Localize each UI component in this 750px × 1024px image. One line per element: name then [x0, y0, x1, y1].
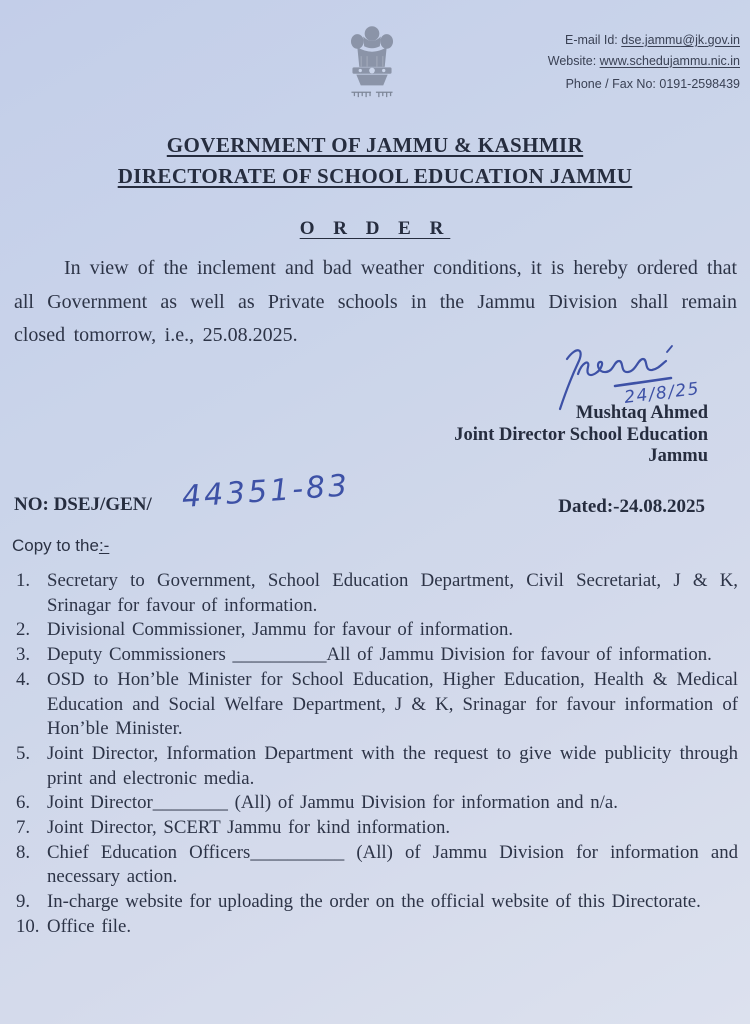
- letterhead-title: [0, 130, 750, 192]
- item-text: Joint Director, Information Department with the request to give wide publicity through print and electronic media.: [47, 742, 738, 789]
- copy-to-colon: :-: [98, 536, 110, 555]
- list-item: [16, 791, 738, 816]
- copy-to-label: Copy to the:-: [12, 536, 110, 555]
- government-title: GOVERNMENT OF JAMMU & KASHMIR: [166, 133, 584, 157]
- item-text: OSD to Hon’ble Minister for School Education, Higher Education, Health & Medical Education and Social Welfare Department, J & K, Srinagar for favour information of Hon’ble Minister.: [47, 668, 738, 740]
- list-item: [16, 915, 738, 940]
- email-line: [548, 30, 740, 51]
- item-number: 3.: [16, 644, 31, 666]
- website-label: Website:: [547, 54, 600, 68]
- item-text: Deputy Commissioners __________All of Jammu Division for favour of information.: [47, 644, 712, 666]
- order-heading: O R D E R: [299, 218, 451, 239]
- email-value: dse.jammu@jk.gov.in: [621, 33, 740, 47]
- list-item: [16, 742, 738, 791]
- handwritten-reference-number: 44351-83: [180, 468, 352, 515]
- item-number: 1.: [16, 570, 31, 591]
- item-text: Joint Director________ (All) of Jammu Division for information and n/a.: [47, 792, 618, 814]
- order-body-paragraph: In view of the inclement and bad weather conditions, it is hereby ordered that all Government as well as Private schools in the Jammu Division shall remain closed tomorrow, i.e., 25.08.2025.: [14, 257, 737, 346]
- item-text: Divisional Commissioner, Jammu for favour of information.: [47, 619, 514, 641]
- phone-line: Phone / Fax No: 0191-2598439: [565, 77, 740, 91]
- item-number: 8.: [16, 841, 31, 863]
- website-line: [548, 51, 740, 72]
- contact-block: [548, 30, 740, 95]
- item-number: 9.: [16, 891, 31, 913]
- copy-to-list: [16, 569, 738, 940]
- email-label: E-mail Id:: [564, 33, 622, 47]
- item-number: 5.: [16, 742, 31, 764]
- satyameva-jayate-motto: [351, 92, 392, 97]
- item-text: Office file.: [47, 915, 132, 937]
- list-item: [16, 569, 738, 618]
- handwritten-signature-date: 24/8/25: [623, 378, 702, 408]
- signatory-name: Mushtaq Ahmed: [575, 403, 708, 423]
- directorate-title: DIRECTORATE OF SCHOOL EDUCATION JAMMU: [117, 164, 633, 188]
- reference-line: [14, 468, 750, 540]
- item-text: Chief Education Officers__________ (All) of Jammu Division for information and necessary action.: [47, 841, 738, 888]
- list-item: [16, 668, 738, 742]
- list-item: [16, 890, 738, 915]
- list-item: [16, 643, 738, 668]
- item-number: 7.: [16, 817, 31, 839]
- item-number: 4.: [16, 668, 31, 690]
- signatory-designation: Joint Director School Education: [454, 424, 708, 445]
- item-number: 6.: [16, 792, 31, 814]
- reference-number-label: NO: DSEJ/GEN/: [14, 494, 152, 515]
- list-item: [16, 618, 738, 643]
- order-date: Dated:-24.08.2025: [558, 496, 705, 517]
- item-number: 2.: [16, 619, 31, 641]
- website-value: www.schedujammu.nic.in: [599, 54, 740, 68]
- item-text: Joint Director, SCERT Jammu for kind information.: [47, 817, 451, 839]
- item-text: Secretary to Government, School Education Department, Civil Secretariat, J & K, Srinagar for favour of information.: [47, 570, 738, 616]
- list-item: [16, 816, 738, 841]
- signatory-block: [454, 403, 708, 468]
- signatory-place: Jammu: [648, 446, 708, 466]
- item-text: In-charge website for uploading the order on the official website of this Directorate.: [47, 891, 701, 913]
- india-state-emblem-icon: [328, 14, 416, 106]
- item-number: 10.: [16, 915, 40, 937]
- list-item: [16, 841, 738, 890]
